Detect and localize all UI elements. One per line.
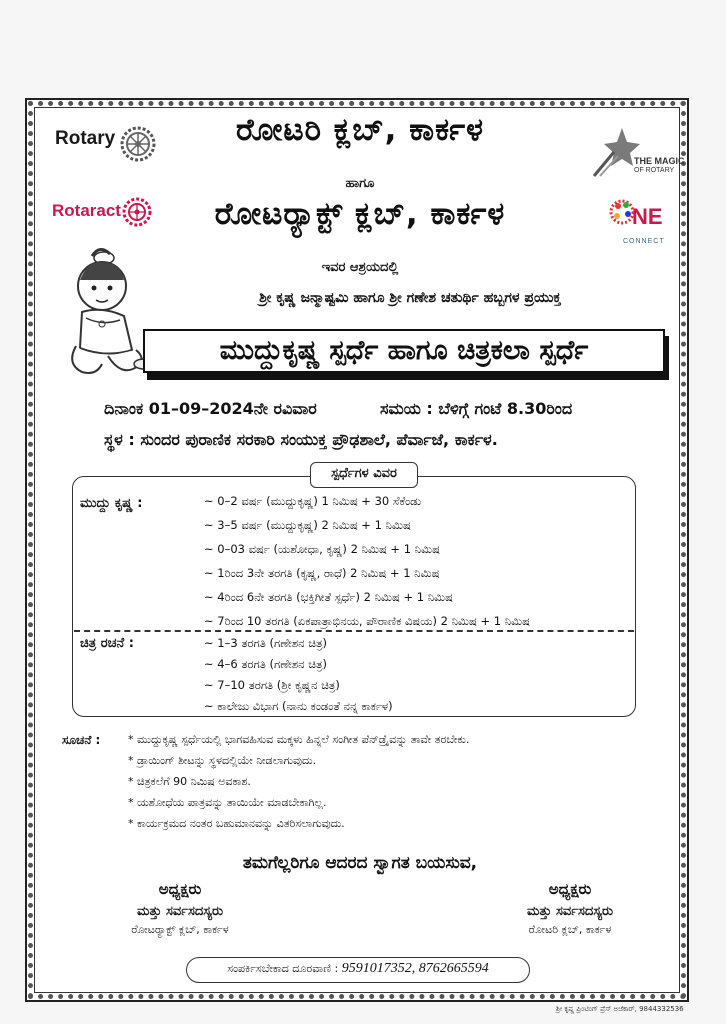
notes-list — [128, 733, 469, 838]
svg-text:NE: NE — [632, 204, 663, 229]
one-connect-logo-text: CONNECT — [623, 238, 665, 245]
event-date: ದಿನಾಂಕ 01–09–2024ನೇ ರವಿವಾರ — [104, 399, 317, 418]
list-item: ~ 7–10 ತರಗತಿ (ಶ್ರೀ ಕೃಷ್ಣನ ಚಿತ್ರ) — [204, 678, 340, 692]
event-time: ಸಮಯ : ಬೆಳಿಗ್ಗೆ ಗಂಟೆ 8.30ರಿಂದ — [380, 399, 573, 418]
welcome-text: ತಮಗೆಲ್ಲರಿಗೂ ಆದರದ ಸ್ವಾಗತ ಬಯಸುವ, — [242, 853, 478, 873]
list-item: ~ 4ರಿಂದ 6ನೇ ತರಗತಿ (ಭಕ್ತಿಗೀತೆ ಸ್ಪರ್ಧೆ) 2 ನಿಮಿಷ + 1 ನಿಮಿಷ — [204, 590, 453, 604]
rotaract-signature — [80, 880, 280, 937]
section-divider — [74, 630, 634, 632]
competition-title-banner: ಮುದ್ದುಕೃಷ್ಣ ಸ್ಪರ್ಧೆ ಹಾಗೂ ಚಿತ್ರಕಲಾ ಸ್ಪರ್ಧೆ — [143, 329, 665, 373]
muddu-krishna-label: ಮುದ್ದು ಕೃಷ್ಣ : — [80, 496, 143, 511]
contact-phones: 9591017352, 8762665594 — [341, 961, 489, 976]
occasion-text: ಶ್ರೀ ಕೃಷ್ಣ ಜನ್ಮಾಷ್ಟಮಿ ಹಾಗೂ ಶ್ರೀ ಗಣೇಶ ಚತುರ್ಥಿ ಹಬ್ಬಗಳ ಪ್ರಯುಕ್ತ — [259, 290, 561, 306]
list-item: * ಕಾರ್ಯಕ್ರಮದ ನಂತರ ಬಹುಮಾನವನ್ನು ವಿತರಿಸಲಾಗುವುದು. — [128, 817, 345, 830]
muddu-krishna-list — [204, 494, 530, 638]
magic-of-rotary-star-icon — [592, 126, 640, 178]
magic-line2: OF ROTARY — [634, 167, 675, 174]
rotaract-logo — [52, 201, 121, 221]
rotary-club-title: ರೋಟರಿ ಕ್ಲಬ್, ಕಾರ್ಕಳ — [236, 112, 484, 148]
one-connect-logo-icon — [608, 196, 666, 236]
printer-credit: ಶ್ರೀ ಕೃಷ್ಣ ಪ್ರಿಂಟಿಂಗ್ ಪ್ರೆಸ್ ಅಜೆಕಾರ್, 9844332536 — [556, 1005, 684, 1013]
list-item: * ಮುದ್ದುಕೃಷ್ಣ ಸ್ಪರ್ಧೆಯಲ್ಲಿ ಭಾಗವಹಿಸುವ ಮಕ್ಕಳು ಹಿನ್ನಲೆ ಸಂಗೀತ ಪೆನ್‌ಡ್ರೈವನ್ನು ತಾವೇ ತರಬೇಕು. — [128, 733, 470, 746]
chitra-rachane-list — [204, 636, 393, 720]
magic-line1: THE MAGIC — [634, 156, 685, 166]
list-item: ~ 0–2 ವರ್ಷ (ಮುದ್ದುಕೃಷ್ಣ) 1 ನಿಮಿಷ + 30 ಸೆಕೆಂಡು — [204, 494, 422, 508]
competition-details-title: ಸ್ಪರ್ಧೆಗಳ ವಿವರ — [310, 462, 418, 488]
list-item: ~ 1ರಿಂದ 3ನೇ ತರಗತಿ (ಕೃಷ್ಣ, ರಾಧೆ) 2 ನಿಮಿಷ + 1 ನಿಮಿಷ — [204, 566, 440, 580]
rotaract-president: ಅಧ್ಯಕ್ಷರು — [158, 880, 202, 898]
rotaract-wheel-icon — [122, 197, 152, 227]
rotaract-logo-text: Rotaract — [52, 201, 121, 220]
list-item: * ಡ್ರಾಯಿಂಗ್ ಶೀಟನ್ನು ಸ್ಥಳದಲ್ಲಿಯೇ ನೀಡಲಾಗುವುದು. — [128, 754, 317, 767]
rotary-members: ಮತ್ತು ಸರ್ವಸದಸ್ಯರು — [526, 904, 613, 919]
list-item: ~ 3–5 ವರ್ಷ (ಮುದ್ದುಕೃಷ್ಣ) 2 ನಿಮಿಷ + 1 ನಿಮಿಷ — [204, 518, 411, 532]
rotary-logo-text: Rotary — [55, 128, 116, 149]
rotaract-club-title: ರೋಟರ್‍ಯಾಕ್ಟ್ ಕ್ಲಬ್, ಕಾರ್ಕಳ — [214, 196, 506, 232]
chitra-rachane-label: ಚಿತ್ರ ರಚನೆ : — [80, 636, 134, 651]
contact-box — [186, 957, 530, 983]
and-connector: ಹಾಗೂ — [345, 176, 375, 191]
list-item: ~ ಕಾಲೇಜು ವಿಭಾಗ (ನಾನು ಕಂಡಂತೆ ನನ್ನ ಕಾರ್ಕಳ) — [204, 699, 393, 713]
list-item: * ಯಶೋಧೆಯ ಪಾತ್ರವನ್ನು ತಾಯಿಯೇ ಮಾಡಬೇಕಾಗಿಲ್ಲ. — [128, 796, 327, 809]
rotaract-club-name: ರೋಟರ್‍ಯಾಕ್ಟ್ ಕ್ಲಬ್, ಕಾರ್ಕಳ — [131, 923, 229, 936]
event-venue: ಸ್ಥಳ : ಸುಂದರ ಪುರಾಣಿಕ ಸರಕಾರಿ ಸಂಯುಕ್ತ ಪ್ರೌಢಶಾಲೆ, ಪೆರ್ವಾಜೆ, ಕಾರ್ಕಳ. — [104, 430, 498, 449]
rotary-president: ಅಧ್ಯಕ್ಷರು — [548, 880, 592, 898]
list-item: ~ 1–3 ತರಗತಿ (ಗಣೇಶನ ಚಿತ್ರ) — [204, 636, 328, 650]
list-item: * ಚಿತ್ರಕಲೆಗೆ 90 ನಿಮಿಷ ಅವಕಾಶ. — [128, 775, 251, 788]
rotary-club-name: ರೋಟರಿ ಕ್ಲಬ್, ಕಾರ್ಕಳ — [528, 923, 612, 936]
list-item: ~ 7ರಿಂದ 10 ತರಗತಿ (ಏಕಪಾತ್ರಾಭಿನಯ, ಪೌರಾಣಿಕ ವಿಷಯ) 2 ನಿಮಿಷ + 1 ನಿಮಿಷ — [204, 614, 530, 628]
list-item: ~ 0–03 ವರ್ಷ (ಯಶೋಧಾ, ಕೃಷ್ಣ) 2 ನಿಮಿಷ + 1 ನಿಮಿಷ — [204, 542, 440, 556]
auspices-text: ಇವರ ಆಶ್ರಯದಲ್ಲಿ — [321, 260, 399, 275]
magic-of-rotary-logo — [634, 156, 685, 176]
notes-label: ಸೂಚನೆ : — [62, 733, 101, 747]
rotaract-members: ಮತ್ತು ಸರ್ವಸದಸ್ಯರು — [136, 904, 223, 919]
list-item: ~ 4–6 ತರಗತಿ (ಗಣೇಶನ ಚಿತ್ರ) — [204, 657, 328, 671]
rotary-wheel-icon — [120, 126, 156, 162]
contact-label: ಸಂಪರ್ಕಿಸಬೇಕಾದ ದೂರವಾಣಿ : — [227, 962, 339, 975]
rotary-signature — [470, 880, 670, 937]
rotary-logo — [55, 128, 115, 150]
